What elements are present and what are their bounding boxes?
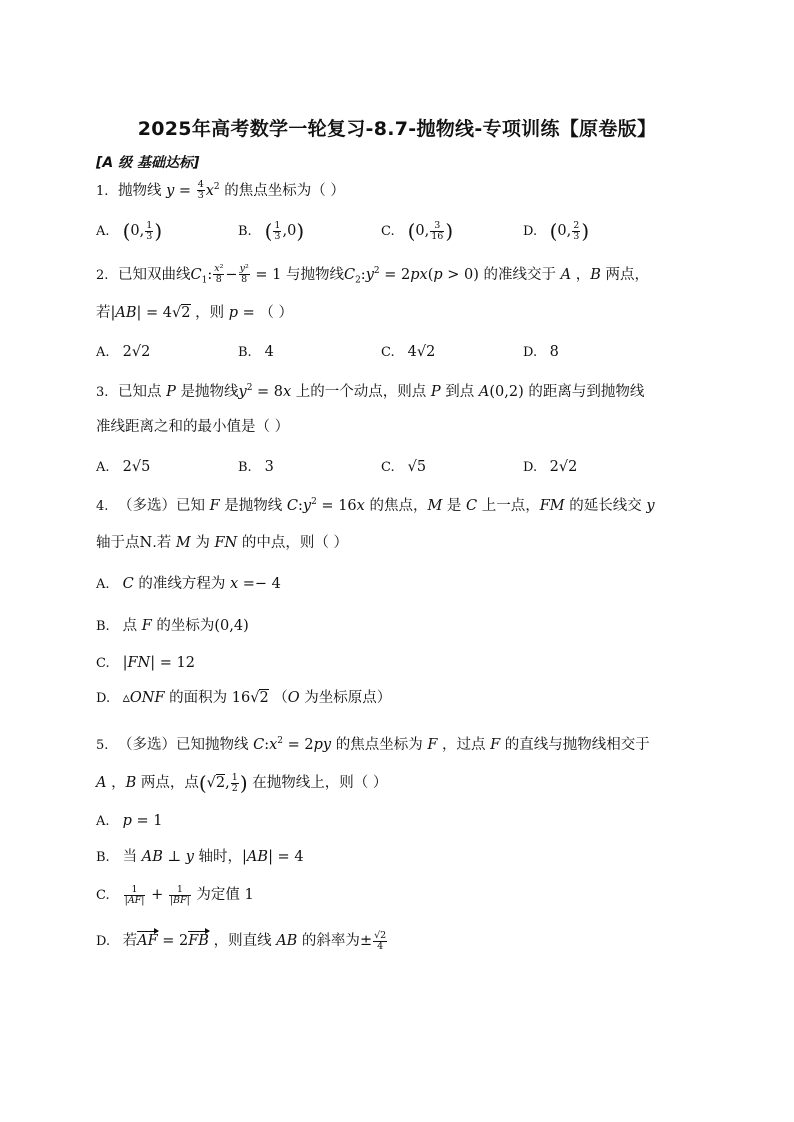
question-4-line2: 轴于点N.若 M 为 FN 的中点，则（ ） <box>96 535 348 551</box>
section-heading: [A 级 基础达标] <box>96 155 200 171</box>
q2-option-d[interactable]: D. 8 <box>523 344 559 360</box>
q3-option-a[interactable]: A. 2√5 <box>96 459 151 475</box>
q3-option-b[interactable]: B. 3 <box>238 459 274 475</box>
question-4: 4. （多选）已知 F 是抛物线 $C:y^2 = 16x$ 的焦点，M 是 C 上一点，FM 的延长线交 y <box>96 497 655 514</box>
question-3-line2: 准线距离之和的最小值是（ ） <box>96 419 290 435</box>
q4-option-b[interactable]: B. 点 F 的坐标为(0,4) <box>96 618 249 634</box>
question-5-line2: A ，B 两点，点(√2, $\frac{1}{2}$ ) 在抛物线上，则（ ） <box>96 771 388 795</box>
q3-option-c[interactable]: C. √5 <box>381 459 427 475</box>
document-title: 2025年高考数学一轮复习-8.7-抛物线-专项训练【原卷版】 <box>137 118 657 140</box>
q1-option-d[interactable]: D. (0, $\frac{2}{3}$ ) <box>523 219 590 243</box>
q1-option-a[interactable]: A. (0, $\frac{1}{3}$ ) <box>96 219 163 243</box>
q4-option-a[interactable]: A. C 的准线方程为 x =− 4 <box>96 576 281 592</box>
q4-option-c[interactable]: C. |FN| = 12 <box>96 655 195 671</box>
q5-option-c[interactable]: C. $\frac{1}{|AF|}$ + $\frac{1}{|BF|}$ 为定值 1 <box>96 883 254 906</box>
q2-option-c[interactable]: C. 4√2 <box>381 344 436 360</box>
q4-option-d[interactable]: D. ▵ONF 的面积为 16√2 （O 为坐标原点） <box>96 690 392 706</box>
q1-option-c[interactable]: C. (0, $\frac{3}{16}$ ) <box>381 219 454 243</box>
question-1: 1. 抛物线 y = $\frac{4}{3}$ $x^2$ 的焦点坐标为（ ） <box>96 179 345 202</box>
q5-option-b[interactable]: B. 当 AB ⊥ y 轴时，|AB| = 4 <box>96 849 304 865</box>
q2-option-b[interactable]: B. 4 <box>238 344 274 360</box>
q2-option-a[interactable]: A. 2√2 <box>96 344 151 360</box>
question-2: 2. 已知双曲线$C_1$: $\frac{\text{x²}}{8}$ − $\frac{\text{y²}}{8}$ = 1 与抛物线$C_2:y^2 = 2px(p > 0)$ 的准线交于 A ，B 两点， <box>96 263 649 286</box>
q5-option-a[interactable]: A. p = 1 <box>96 813 163 829</box>
question-5: 5. （多选）已知抛物线 $C:x^2 = 2py$ 的焦点坐标为 F ，过点 F 的直线与抛物线相交于 <box>96 736 650 753</box>
q3-option-d[interactable]: D. 2√2 <box>523 459 578 475</box>
q1-option-b[interactable]: B. ( $\frac{1}{3}$ ,0) <box>238 219 305 243</box>
q5-option-d[interactable]: D. 若AF = 2FB ，则直线 AB 的斜率为± $\frac{√2}{4}$ <box>96 929 387 952</box>
question-2-line2: 若|AB| = 4√2 ，则 p = （ ） <box>96 305 293 321</box>
question-3: 3. 已知点 P 是抛物线$y^2 = 8x$ 上的一个动点，则点 P 到点 A(0,2) 的距离与到抛物线 <box>96 383 645 400</box>
